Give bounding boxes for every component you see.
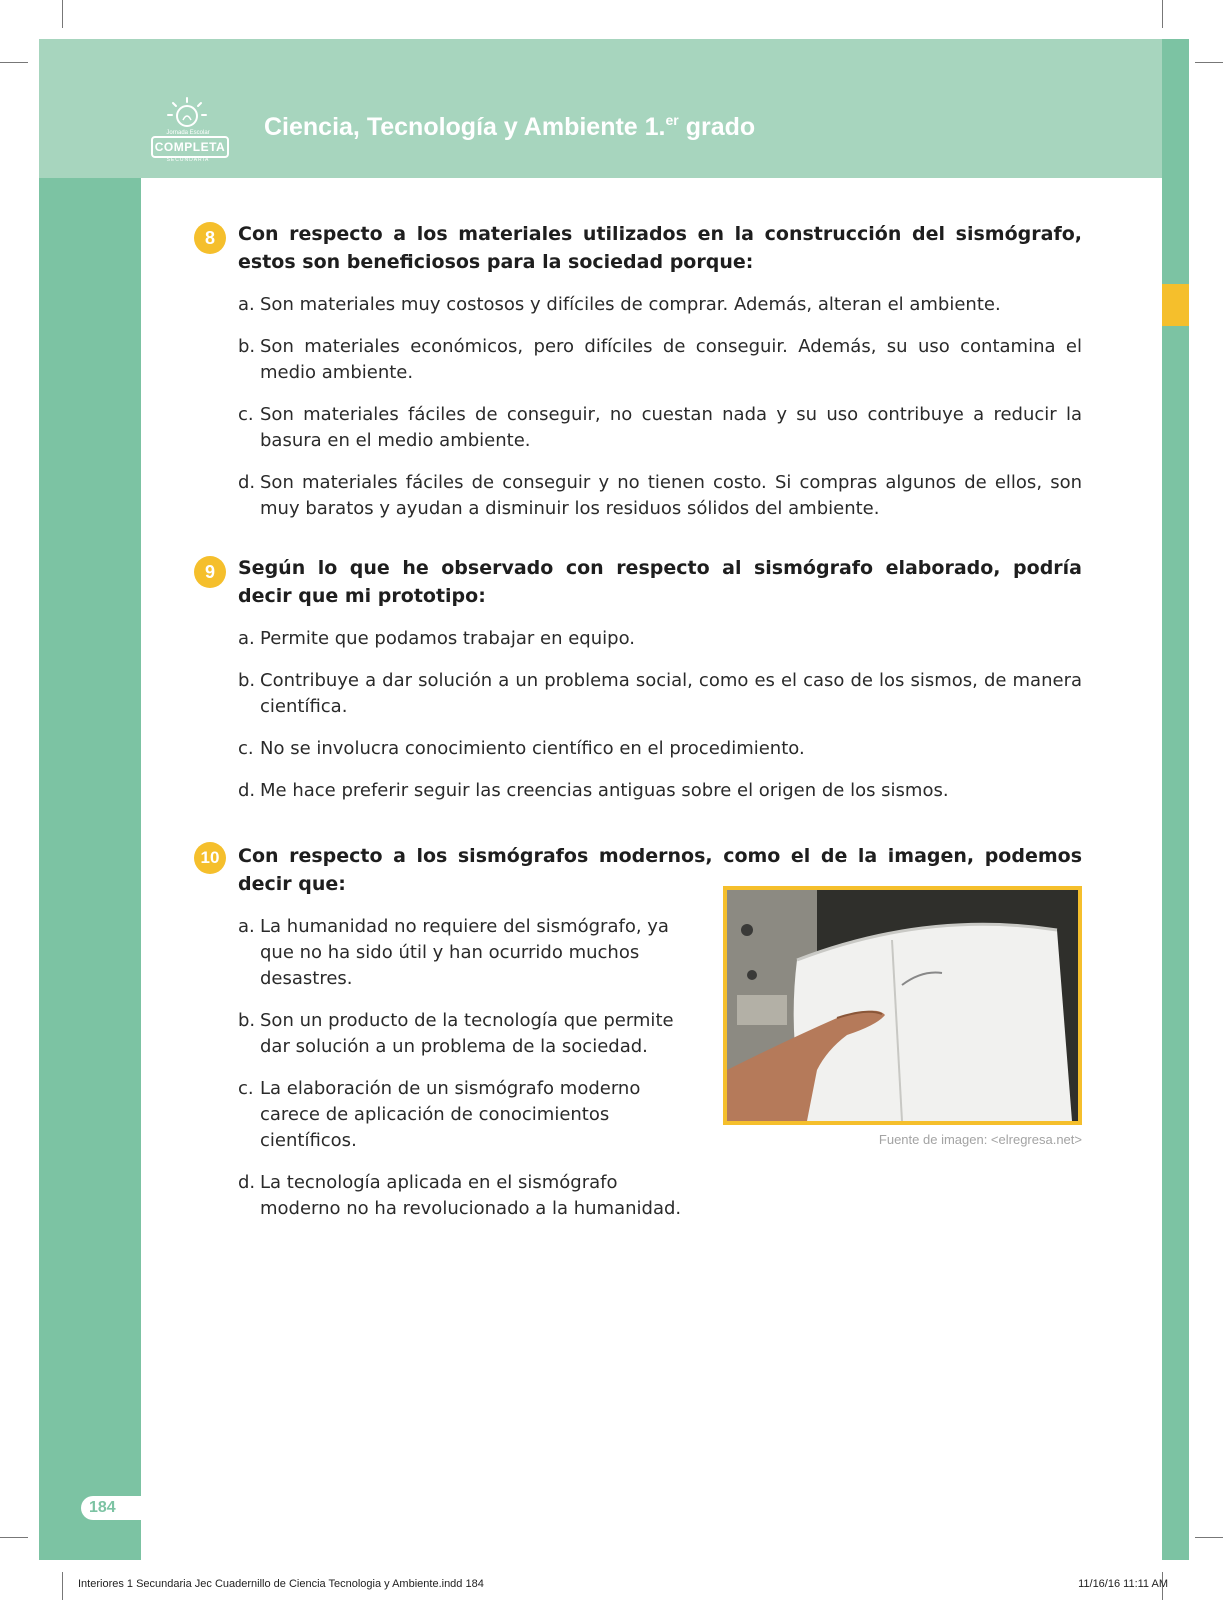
question-prompt: Con respecto a los sismógrafos modernos, como el de la imagen, podemos decir que:: [238, 845, 1082, 895]
question-prompt: Según lo que he observado con respecto al sismógrafo elaborado, podría decir que mi prototipo:: [238, 557, 1082, 607]
answer-options: [238, 292, 1082, 522]
option-letter: d.: [238, 1172, 256, 1193]
answer-option[interactable]: [238, 778, 1082, 804]
crop-mark: [0, 1537, 28, 1538]
option-letter: b.: [238, 336, 256, 357]
option-text: La tecnología aplicada en el sismógrafo moderno no ha revolucionado a la humanidad.: [260, 1172, 682, 1219]
answer-option[interactable]: [238, 626, 1082, 652]
title-superscript: er: [665, 112, 679, 128]
crop-mark: [62, 1572, 63, 1600]
option-letter: d.: [238, 780, 256, 801]
question-number-badge: 10: [194, 842, 226, 874]
answer-option[interactable]: [238, 1008, 698, 1060]
print-slug-file: Interiores 1 Secundaria Jec Cuadernillo de Ciencia Tecnologia y Ambiente.indd 184: [78, 1578, 484, 1590]
option-text: La humanidad no requiere del sismógrafo, ya que no ha sido útil y han ocurrido muchos desastres.: [260, 916, 669, 989]
option-letter: b.: [238, 670, 256, 691]
option-letter: c.: [238, 1078, 254, 1099]
option-text: Contribuye a dar solución a un problema social, como es el caso de los sismos, de manera científica.: [260, 670, 1082, 717]
question-prompt: Con respecto a los materiales utilizados en la construcción del sismógrafo, estos son beneficiosos para la sociedad porque:: [238, 223, 1082, 273]
seismograph-illustration: [727, 890, 1078, 1121]
question-number-badge: 8: [194, 222, 226, 254]
left-color-band: [39, 39, 141, 1560]
print-slug-date: 11/16/16 11:11 AM: [1078, 1578, 1168, 1590]
option-text: Son materiales fáciles de conseguir, no cuestan nada y su uso contribuye a reducir la basura en el medio ambiente.: [260, 404, 1082, 451]
option-text: Son materiales económicos, pero difíciles de conseguir. Además, su uso contamina el medio ambiente.: [260, 336, 1082, 383]
answer-option[interactable]: [238, 292, 1082, 318]
answer-option[interactable]: [238, 914, 698, 992]
option-letter: a.: [238, 628, 255, 649]
option-text: Me hace preferir seguir las creencias antiguas sobre el origen de los sismos.: [260, 780, 949, 801]
crop-mark: [0, 62, 28, 63]
question-8: [238, 220, 1082, 522]
crop-mark: [1162, 0, 1163, 28]
right-color-band: [1162, 39, 1189, 1560]
option-letter: a.: [238, 294, 255, 315]
answer-option[interactable]: [238, 1076, 698, 1154]
title-grade: grado: [685, 113, 756, 141]
logo-bottom-text: SECUNDARIA: [166, 157, 210, 163]
option-letter: d.: [238, 472, 256, 493]
question-9: [238, 554, 1082, 804]
page-number: 184: [81, 1496, 141, 1520]
answer-options: [238, 626, 1082, 804]
answer-option[interactable]: [238, 736, 1082, 762]
logo-top-text: Jornada Escolar: [166, 130, 210, 136]
crop-mark: [62, 0, 63, 28]
option-letter: c.: [238, 404, 254, 425]
seismograph-photo: [723, 886, 1082, 1125]
image-caption: Fuente de imagen: <elregresa.net>: [878, 1132, 1082, 1147]
logo-main-text: COMPLETA: [151, 136, 229, 158]
crop-mark: [1195, 62, 1223, 63]
option-letter: b.: [238, 1010, 256, 1031]
option-text: La elaboración de un sismógrafo moderno carece de aplicación de conocimientos científicos.: [260, 1078, 641, 1151]
option-text: Son un producto de la tecnología que permite dar solución a un problema de la sociedad.: [260, 1010, 674, 1057]
option-text: Permite que podamos trabajar en equipo.: [260, 628, 635, 649]
crop-mark: [1195, 1537, 1223, 1538]
option-text: No se involucra conocimiento científico en el procedimiento.: [260, 738, 805, 759]
title-main: Ciencia, Tecnología y Ambiente 1.: [264, 113, 666, 141]
question-number-badge: 9: [194, 556, 226, 588]
answer-option[interactable]: [238, 334, 1082, 386]
answer-option[interactable]: [238, 668, 1082, 720]
answer-option[interactable]: [238, 402, 1082, 454]
page-title: [264, 112, 755, 142]
option-letter: c.: [238, 738, 254, 759]
answer-option[interactable]: [238, 1170, 698, 1222]
option-text: Son materiales muy costosos y difíciles de comprar. Además, alteran el ambiente.: [260, 294, 1001, 315]
option-letter: a.: [238, 916, 255, 937]
answer-option[interactable]: [238, 470, 1082, 522]
option-text: Son materiales fáciles de conseguir y no tienen costo. Si compras algunos de ellos, son muy baratos y ayudan a disminuir los residuos sólidos del ambiente.: [260, 472, 1082, 519]
answer-options: [238, 914, 698, 1222]
section-tab-marker: [1162, 284, 1189, 326]
